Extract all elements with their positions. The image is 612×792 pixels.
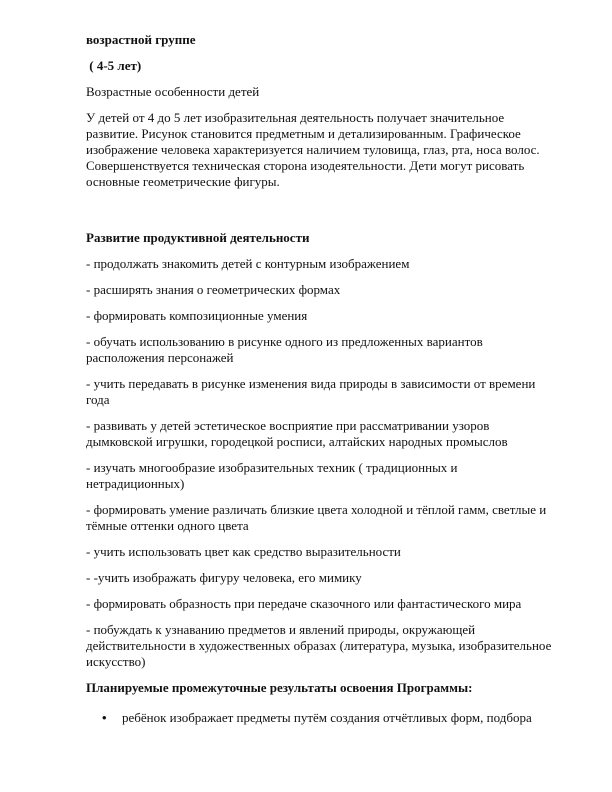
list-item: - формировать умение различать близкие цвета холодной и тёплой гамм, светлые и тёмные оттенки одного цвета — [86, 502, 547, 533]
list-item: - -учить изображать фигуру человека, его мимику — [86, 570, 362, 585]
heading-line-1: возрастной группе — [86, 32, 196, 47]
list-item: - учить использовать цвет как средство выразительности — [86, 544, 401, 559]
section-title: Развитие продуктивной деятельности — [86, 230, 310, 245]
bullet-item — [86, 710, 556, 726]
bullet-icon: • — [102, 710, 107, 725]
list-item: - учить передавать в рисунке изменения вида природы в зависимости от времени года — [86, 376, 536, 407]
list-item: - развивать у детей эстетическое восприятие при рассматривании узоров дымковской игрушки, городецкой росписи, алтайских народных промыслов — [86, 418, 508, 449]
list-item: - изучать многообразие изобразительных техник ( традиционных и нетрадиционных) — [86, 460, 458, 491]
intro-paragraph: У детей от 4 до 5 лет изобразительная деятельность получает значительное развитие. Рисунок становится предметным и детализированным. Графическое изображение человека характеризуется наличием туловища, глаз, рта, носа волос. Совершенствуется техническая сторона изодеятельности. Дети могут рисовать основные геометрические фигуры. — [86, 110, 540, 189]
subtitle: Возрастные особенности детей — [86, 84, 260, 99]
results-title: Планируемые промежуточные результаты освоения Программы: — [86, 680, 473, 695]
list-item: - формировать композиционные умения — [86, 308, 308, 323]
bullet-text: ребёнок изображает предметы путём создания отчётливых форм, подбора — [122, 710, 532, 725]
list-item: - побуждать к узнаванию предметов и явлений природы, окружающей действительности в художественных образах (литература, музыка, изобразительное искусство) — [86, 622, 552, 669]
list-item: - продолжать знакомить детей с контурным изображением — [86, 256, 410, 271]
list-item: - расширять знания о геометрических формах — [86, 282, 341, 297]
document-page — [86, 32, 556, 726]
heading-line-2: ( 4-5 лет) — [86, 58, 142, 73]
list-item: - формировать образность при передаче сказочного или фантастического мира — [86, 596, 522, 611]
list-item: - обучать использованию в рисунке одного из предложенных вариантов расположения персонажей — [86, 334, 483, 365]
